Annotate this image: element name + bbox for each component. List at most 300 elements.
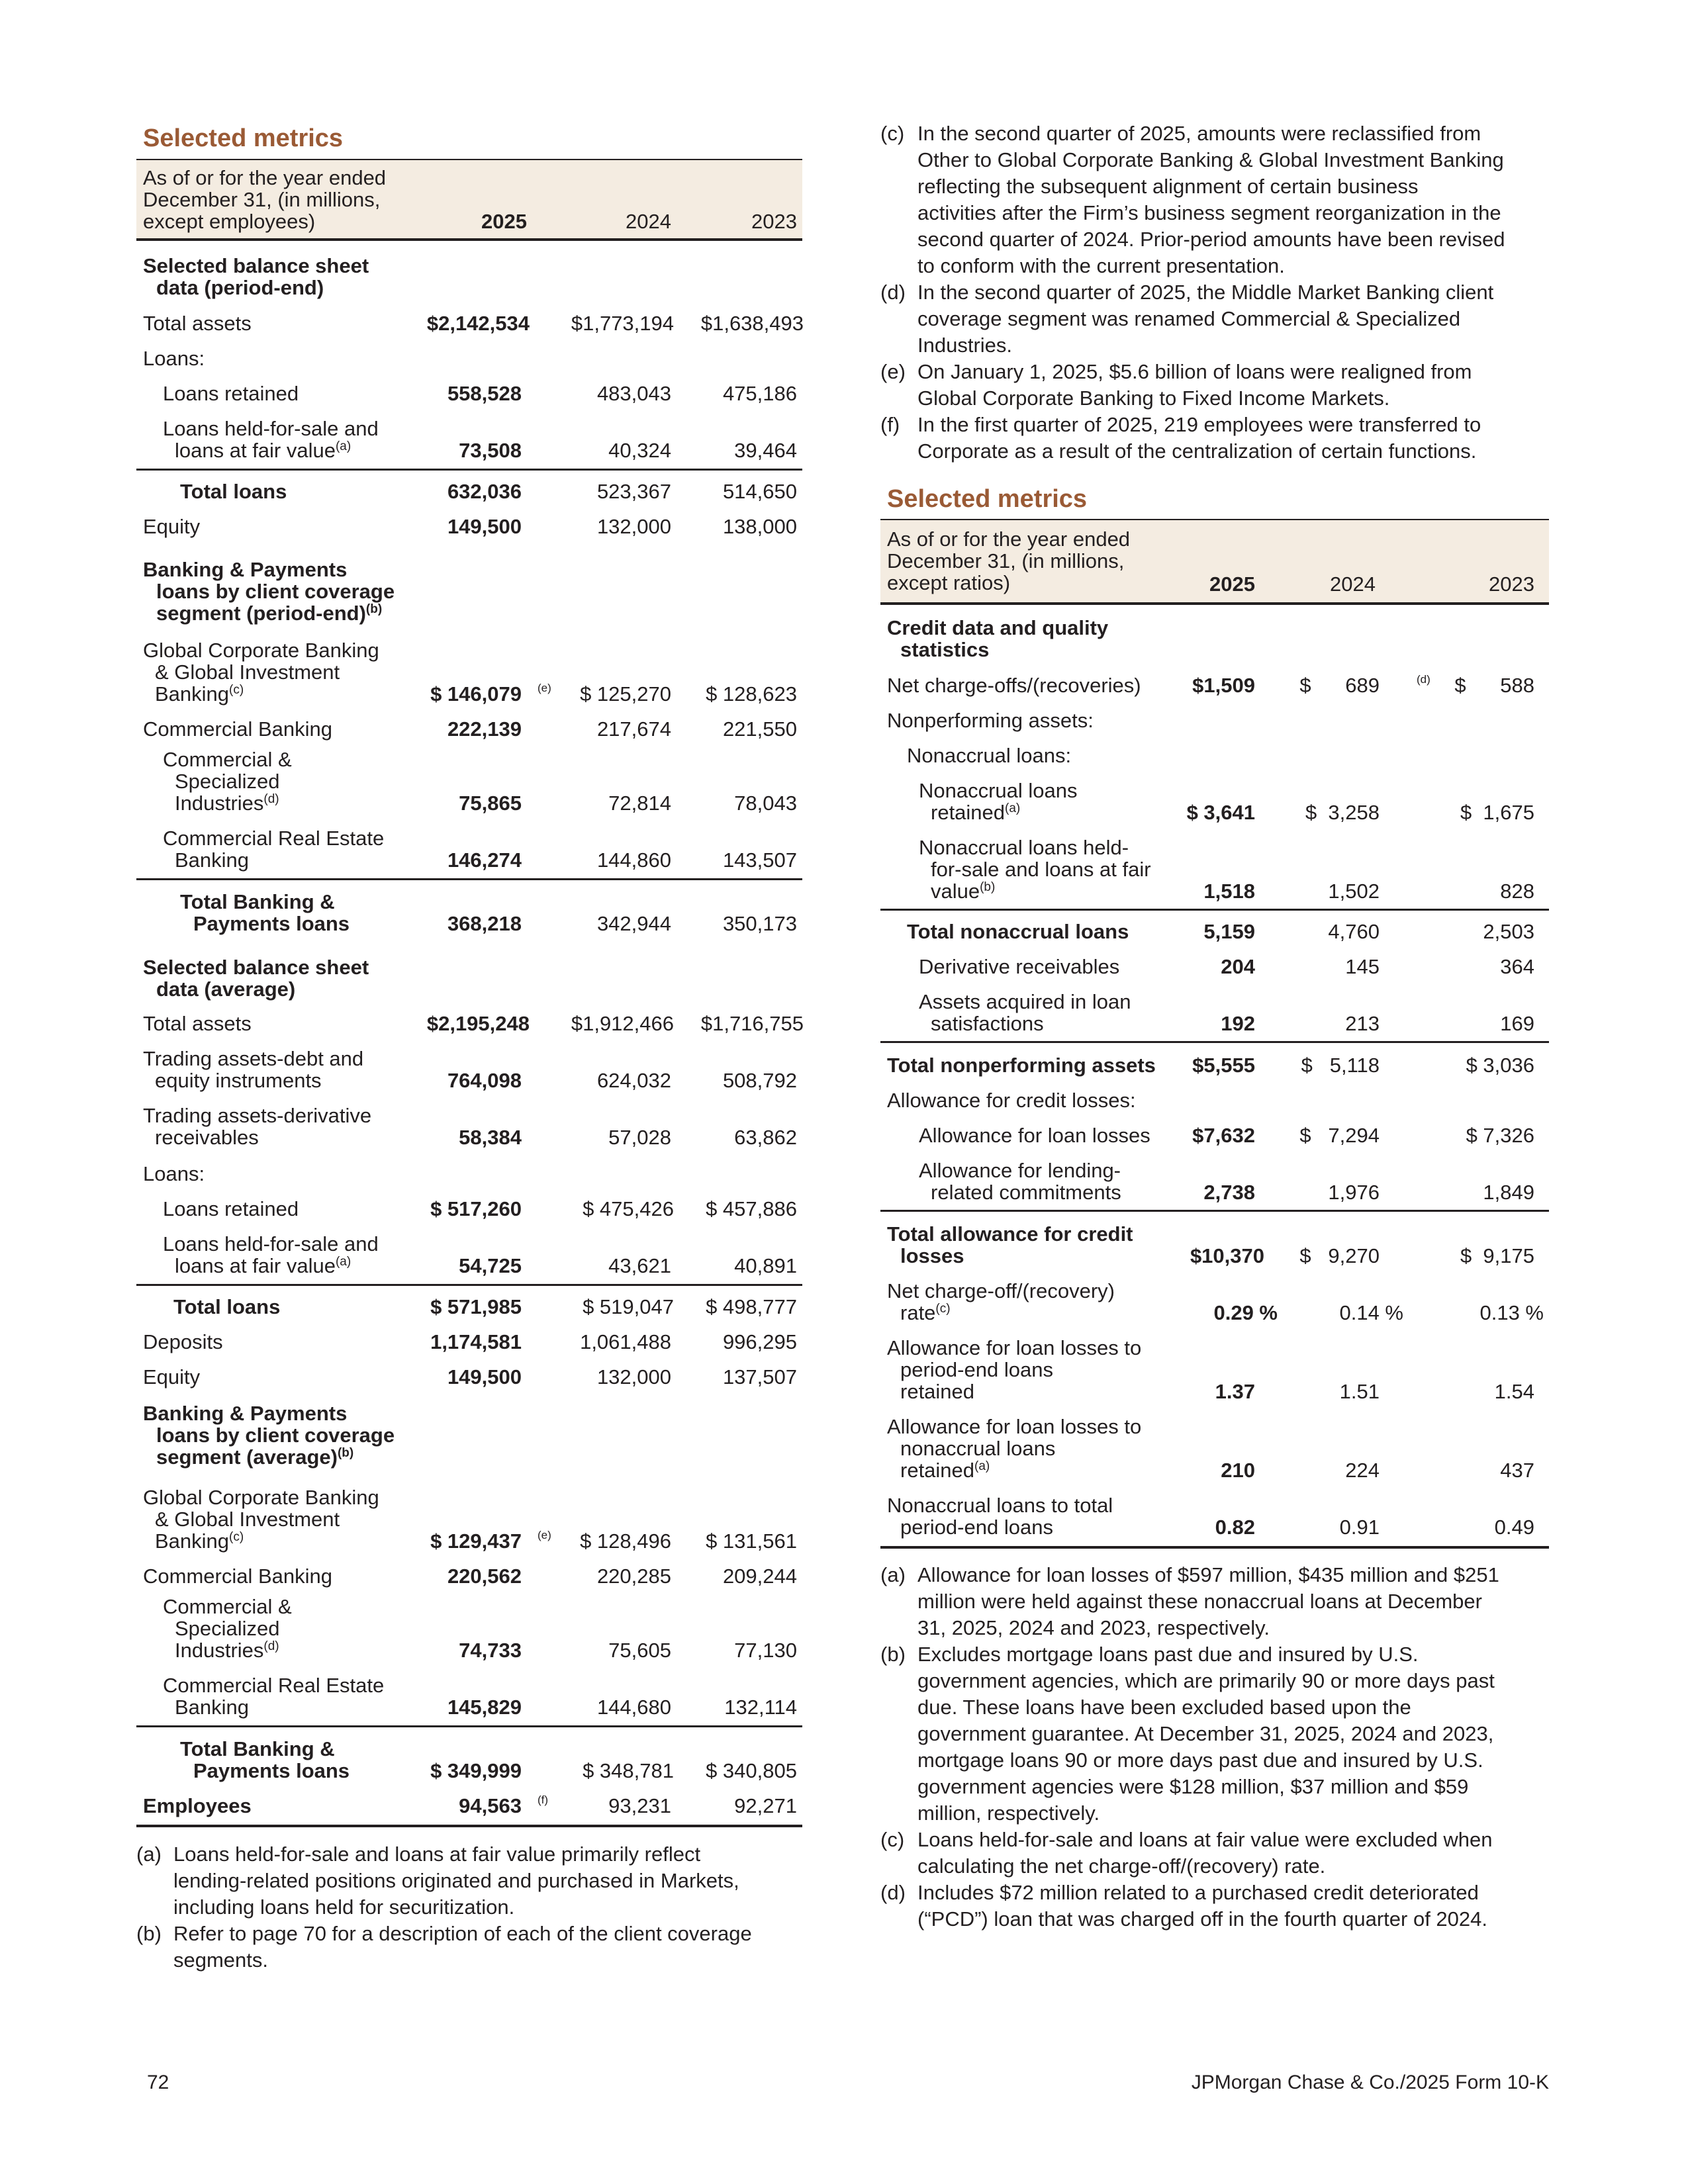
label-line: Industries (175, 1639, 264, 1662)
page-number: 72 (147, 2071, 169, 2093)
cell-2025: 1,518 (1203, 880, 1255, 903)
header-line: As of or for the year ended (143, 166, 387, 189)
cell-note: (e) (538, 682, 551, 694)
label-line: Commercial & (163, 1595, 292, 1618)
cell-2024: 144,860 (596, 848, 671, 872)
footnote-line: due. These loans have been excluded based upon the (917, 1696, 1411, 1719)
cell-2025: 75,865 (459, 792, 522, 815)
left-selected-metrics-title: Selected metrics (143, 124, 344, 152)
cell-2023: 437 (1500, 1459, 1534, 1482)
footnote-line: Allowance for loan losses of $597 million, $435 million and $251 (917, 1563, 1499, 1586)
cell-2024: 342,944 (596, 912, 671, 935)
footnote-tag: (c) (880, 1828, 905, 1851)
label-line: Trading assets-debt and (143, 1047, 364, 1070)
label-line: Total allowance for credit (887, 1222, 1133, 1246)
footnote-line: mortgage loans 90 or more days past due and insured by U.S. (917, 1749, 1483, 1772)
cell-2024: 483,043 (596, 382, 671, 405)
total-rule (880, 1210, 1549, 1212)
cell-2025: 5,159 (1203, 920, 1255, 943)
table-bottom-rule (880, 1546, 1549, 1549)
cell-2024: 1.51 (1339, 1380, 1380, 1403)
row-label: Total assets (143, 312, 252, 335)
row-label: Nonperforming assets: (887, 709, 1094, 732)
row-label (180, 1738, 350, 1782)
cell-2025: 0.29 % (1213, 1301, 1278, 1324)
right-header-year-2023: 2023 (1489, 572, 1534, 596)
cell-2025: 94,563 (459, 1794, 522, 1817)
row-label: Total loans (180, 480, 287, 503)
footnote-tag: (c) (880, 122, 905, 145)
label-line: Banking & Payments (143, 1402, 348, 1425)
footnote-b (136, 1921, 798, 1974)
label-line: loans at fair value (175, 439, 336, 462)
cell-2023: $1,716,755 (700, 1012, 804, 1035)
cell-2025: $7,632 (1192, 1124, 1255, 1147)
row-label: Total loans (173, 1295, 281, 1318)
right-header-label (887, 528, 1165, 594)
row-label (163, 1596, 292, 1661)
footnote-ref: (c) (229, 683, 244, 697)
footnote-ref: (a) (335, 439, 352, 453)
label-line: nonaccrual loans (900, 1437, 1056, 1460)
right-selected-metrics-title: Selected metrics (887, 485, 1088, 513)
footnote-a (880, 1562, 1556, 1641)
footnote-line: Refer to page 70 for a description of each of the client coverage (173, 1922, 752, 1945)
footnote-ref: (c) (229, 1530, 244, 1544)
footnote-line: lending-related positions originated and purchased in Markets, (173, 1869, 739, 1892)
row-label (143, 639, 379, 705)
label-line: Total Banking & (180, 1737, 335, 1760)
footnote-line: second quarter of 2024. Prior-period amounts have been revised (917, 228, 1505, 251)
footnote-d (880, 1880, 1556, 1933)
total-rule (136, 1725, 802, 1727)
footnote-tag: (d) (880, 1881, 906, 1904)
footnote-line: activities after the Firm’s business segment reorganization in the (917, 201, 1501, 224)
row-label: Derivative receivables (919, 955, 1120, 978)
cell-2023: $ 498,777 (706, 1295, 797, 1318)
cell-2023: $ 588 (1454, 674, 1534, 697)
cell-2023: $ 131,561 (706, 1529, 797, 1553)
cell-2024: 1,061,488 (580, 1330, 671, 1353)
label-line: Commercial Real Estate (163, 1674, 385, 1697)
row-label: Employees (143, 1794, 252, 1817)
cell-2024: 523,367 (596, 480, 671, 503)
cell-2025: 220,562 (447, 1565, 522, 1588)
row-label (887, 1337, 1141, 1402)
document-title: JPMorgan Chase & Co./2025 Form 10-K (1191, 2071, 1549, 2093)
row-label: Loans retained (163, 1197, 299, 1220)
row-label: Total nonaccrual loans (907, 920, 1129, 943)
cell-2024: 0.91 (1339, 1516, 1380, 1539)
cell-2023: 1,849 (1483, 1181, 1534, 1204)
label-line: period-end loans (900, 1358, 1053, 1381)
cell-2024: 4,760 (1328, 920, 1380, 943)
cell-2024: $ 7,294 (1299, 1124, 1380, 1147)
row-label: Allowance for loan losses (919, 1124, 1150, 1147)
cell-2025: $5,555 (1192, 1054, 1255, 1077)
table-bottom-rule (136, 1825, 802, 1827)
footnote-c (880, 1827, 1556, 1880)
label-line: equity instruments (155, 1069, 322, 1092)
label-line: satisfactions (931, 1012, 1044, 1035)
footnote-line: (“PCD”) loan that was charged off in the fourth quarter of 2024. (917, 1907, 1488, 1931)
cell-2024: $ 519,047 (583, 1295, 674, 1318)
total-rule (880, 1041, 1549, 1043)
cell-2025: 192 (1221, 1012, 1255, 1035)
label-line: value (931, 880, 980, 903)
cell-2023: 138,000 (722, 515, 797, 538)
cell-2024: 1,502 (1328, 880, 1380, 903)
cell-2025: 632,036 (447, 480, 522, 503)
label-line: & Global Investment (155, 660, 340, 684)
label-line: segment (period-end) (156, 602, 366, 625)
total-rule (136, 1284, 802, 1286)
footnote-line: 31, 2025, 2024 and 2023, respectively. (917, 1616, 1270, 1639)
cell-2024: 220,285 (596, 1565, 671, 1588)
row-label: Equity (143, 1365, 201, 1388)
label-line: Loans held-for-sale and (163, 417, 379, 440)
cell-2024: 43,621 (608, 1254, 671, 1277)
label-line: Global Corporate Banking (143, 639, 379, 662)
cell-2023: 169 (1500, 1012, 1534, 1035)
cell-2025: $10,370 (1190, 1244, 1264, 1267)
footnote-d (880, 279, 1556, 359)
cell-2025: 74,733 (459, 1639, 522, 1662)
footnote-line: million, respectively. (917, 1801, 1100, 1825)
header-line: except ratios) (887, 571, 1011, 594)
footnote-f (880, 412, 1556, 465)
label-line: loans at fair value (175, 1254, 336, 1277)
cell-2025: 558,528 (447, 382, 522, 405)
cell-2023: $ 9,175 (1460, 1244, 1534, 1267)
cell-2024: 57,028 (608, 1126, 671, 1149)
cell-2024: 145 (1345, 955, 1380, 978)
footnote-tag: (e) (880, 360, 906, 383)
label-line: Assets acquired in loan (919, 990, 1131, 1013)
row-label: Deposits (143, 1330, 223, 1353)
footnote-line: Loans held-for-sale and loans at fair value were excluded when (917, 1828, 1493, 1851)
footnote-line: In the second quarter of 2025, amounts were reclassified from (917, 122, 1481, 145)
footnote-ref: (a) (1005, 801, 1021, 815)
cell-2025: $ 349,999 (430, 1759, 522, 1782)
cell-2023: $ 1,675 (1460, 801, 1534, 824)
cell-2023: 996,295 (722, 1330, 797, 1353)
footnote-line: calculating the net charge-off/(recovery) rate. (917, 1854, 1326, 1878)
cell-2025: 1.37 (1215, 1380, 1255, 1403)
footnote-a (136, 1841, 798, 1921)
label-line: statistics (900, 638, 990, 661)
label-line: Commercial & (163, 748, 292, 771)
footnote-line: In the first quarter of 2025, 219 employees were transferred to (917, 413, 1481, 436)
cell-2023: 828 (1500, 880, 1534, 903)
cell-2024: 75,605 (608, 1639, 671, 1662)
row-label (163, 418, 379, 461)
cell-2025: 58,384 (459, 1126, 522, 1149)
label-line: Payments loans (193, 1759, 350, 1782)
header-line: except employees) (143, 210, 316, 233)
cell-2023: 39,464 (734, 439, 797, 462)
footnote-line: coverage segment was renamed Commercial & Specialized (917, 307, 1461, 330)
footnote-line: Other to Global Corporate Banking & Global Investment Banking (917, 148, 1504, 171)
cell-2024: $ 475,426 (583, 1197, 674, 1220)
footnote-line: reflecting the subsequent alignment of certain business (917, 175, 1419, 198)
left-header-year-2023: 2023 (751, 210, 797, 233)
label-line: Specialized (175, 770, 280, 793)
footnote-ref: (b) (980, 880, 996, 894)
footnote-line: to conform with the current presentation. (917, 254, 1285, 277)
cell-2024: 1,976 (1328, 1181, 1380, 1204)
cell-2023: $ 457,886 (706, 1197, 797, 1220)
label-line: Banking & Payments (143, 558, 348, 581)
footnote-line: Industries. (917, 334, 1013, 357)
cell-2023: 508,792 (722, 1069, 797, 1092)
row-label (180, 891, 350, 934)
row-label: Loans: (143, 1162, 205, 1185)
header-line: As of or for the year ended (887, 527, 1131, 551)
total-rule (136, 878, 802, 880)
cell-2025: $ 146,079 (430, 682, 522, 705)
cell-2025: $2,142,534 (426, 312, 530, 335)
cell-2024: 72,814 (608, 792, 671, 815)
cell-2025: 149,500 (447, 515, 522, 538)
label-line: Nonaccrual loans to total (887, 1494, 1113, 1517)
cell-2025: $1,509 (1192, 674, 1255, 697)
cell-2025: $ 517,260 (430, 1197, 522, 1220)
footnote-tag: (b) (136, 1922, 162, 1945)
footnote-tag: (a) (136, 1843, 162, 1866)
label-line: Commercial Real Estate (163, 827, 385, 850)
label-line: Banking (175, 1696, 250, 1719)
label-line: Banking (155, 1529, 230, 1553)
row-label (163, 1233, 379, 1277)
footnote-tag: (b) (880, 1643, 906, 1666)
row-label (143, 1105, 371, 1148)
footnote-b (880, 1641, 1556, 1827)
footnote-line: segments. (173, 1948, 269, 1972)
footnote-ref: (d) (263, 792, 279, 806)
label-line: Total Banking & (180, 890, 335, 913)
cell-2023: 209,244 (722, 1565, 797, 1588)
cell-2024: 132,000 (596, 1365, 671, 1388)
cell-2025: 73,508 (459, 439, 522, 462)
footnote-line: including loans held for securitization. (173, 1895, 515, 1919)
cell-2023: 0.49 (1494, 1516, 1534, 1539)
left-section-heading (143, 956, 369, 1000)
cell-2024: $ 689 (1299, 674, 1380, 697)
label-line: Allowance for loan losses to (887, 1336, 1142, 1359)
cell-2024: $ 3,258 (1305, 801, 1380, 824)
label-line: Global Corporate Banking (143, 1486, 379, 1509)
left-section-heading (143, 1402, 395, 1468)
label-line: rate (900, 1301, 936, 1324)
row-label: Total nonperforming assets (887, 1054, 1156, 1077)
footnote-c (880, 120, 1556, 279)
footnote-ref: (a) (974, 1459, 990, 1473)
label-line: period-end loans (900, 1516, 1053, 1539)
cell-2023: 350,173 (722, 912, 797, 935)
label-line: Allowance for lending- (919, 1159, 1121, 1182)
footnote-line: government agencies were $128 million, $37 million and $59 (917, 1775, 1469, 1798)
row-label (919, 837, 1151, 902)
row-label: Net charge-offs/(recoveries) (887, 674, 1141, 697)
row-label: Loans: (143, 347, 205, 370)
cell-2025: 145,829 (447, 1696, 522, 1719)
label-line: Payments loans (193, 912, 350, 935)
cell-note: (d) (1417, 673, 1430, 686)
cell-2023: 137,507 (722, 1365, 797, 1388)
label-line: receivables (155, 1126, 259, 1149)
right-section-heading (887, 617, 1108, 660)
left-header-label (143, 167, 421, 232)
footnote-line: Corporate as a result of the centralization of certain functions. (917, 439, 1477, 463)
label-line: segment (average) (156, 1445, 338, 1469)
cell-2025: $2,195,248 (426, 1012, 530, 1035)
label-line: Nonaccrual loans held- (919, 836, 1129, 859)
cell-2025: 149,500 (447, 1365, 522, 1388)
cell-2023: 2,503 (1483, 920, 1534, 943)
footnote-line: Global Corporate Banking to Fixed Income Markets. (917, 387, 1390, 410)
label-line: retained (931, 801, 1006, 824)
footnote-tag: (d) (880, 281, 906, 304)
cell-2023: $ 128,623 (706, 682, 797, 705)
total-rule (136, 469, 802, 471)
footnote-line: government agencies, which are primarily 90 or more days past (917, 1669, 1495, 1692)
row-label (887, 1494, 1113, 1538)
row-label (163, 1674, 384, 1718)
row-label (887, 1223, 1133, 1267)
row-label: Nonaccrual loans: (907, 744, 1072, 767)
cell-2024: $ 5,118 (1301, 1054, 1380, 1077)
cell-2023: 364 (1500, 955, 1534, 978)
cell-2023: 40,891 (734, 1254, 797, 1277)
label-line: Banking (175, 848, 250, 872)
footnote-ref: (b) (337, 1446, 354, 1460)
footnote-e (880, 359, 1556, 412)
cell-2024: 40,324 (608, 439, 671, 462)
cell-2024: 217,674 (596, 717, 671, 741)
left-header-year-2025: 2025 (481, 210, 527, 233)
cell-2024: 213 (1345, 1012, 1380, 1035)
left-section-heading (143, 559, 395, 624)
label-line: Industries (175, 792, 264, 815)
cell-2023: $ 340,805 (706, 1759, 797, 1782)
cell-2024: $1,912,466 (571, 1012, 674, 1035)
label-line: loans by client coverage (156, 580, 395, 603)
label-line: Credit data and quality (887, 616, 1109, 639)
cell-2025: 764,098 (447, 1069, 522, 1092)
footnote-ref: (b) (365, 602, 383, 616)
cell-2023: 78,043 (734, 792, 797, 815)
row-label: Loans retained (163, 382, 299, 405)
cell-2025: 0.82 (1215, 1516, 1255, 1539)
cell-2024: $ 348,781 (583, 1759, 674, 1782)
cell-2025: $ 129,437 (430, 1529, 522, 1553)
header-line: December 31, (in millions, (887, 549, 1125, 572)
cell-2025: 146,274 (447, 848, 522, 872)
cell-2023: $ 3,036 (1466, 1054, 1534, 1077)
row-label (163, 749, 292, 814)
cell-2025: 204 (1221, 955, 1255, 978)
cell-2025: 368,218 (447, 912, 522, 935)
cell-2025: 222,139 (447, 717, 522, 741)
cell-2024: 132,000 (596, 515, 671, 538)
cell-2025: 54,725 (459, 1254, 522, 1277)
footnote-ref: (c) (935, 1302, 951, 1316)
header-line: December 31, (in millions, (143, 188, 381, 211)
cell-2023: 1.54 (1494, 1380, 1534, 1403)
footnote-line: Includes $72 million related to a purchased credit deteriorated (917, 1881, 1479, 1904)
label-line: data (average) (156, 978, 296, 1001)
footnote-line: million were held against these nonaccrual loans at December (917, 1590, 1482, 1613)
label-line: Net charge-off/(recovery) (887, 1279, 1115, 1302)
cell-2025: $ 571,985 (430, 1295, 522, 1318)
row-label (919, 1160, 1121, 1203)
cell-2023: 221,550 (722, 717, 797, 741)
footnote-tag: (f) (880, 413, 900, 436)
label-line: Nonaccrual loans (919, 779, 1078, 802)
cell-2023: 132,114 (724, 1696, 797, 1719)
row-label: Allowance for credit losses: (887, 1089, 1136, 1112)
label-line: Selected balance sheet (143, 254, 369, 277)
row-label (919, 780, 1078, 823)
label-line: Loans held-for-sale and (163, 1232, 379, 1255)
label-line: related commitments (931, 1181, 1121, 1204)
label-line: losses (900, 1244, 964, 1267)
label-line: Trading assets-derivative (143, 1104, 372, 1127)
label-line: Banking (155, 682, 230, 705)
cell-2025: 1,174,581 (430, 1330, 522, 1353)
cell-2024: $ 128,496 (580, 1529, 671, 1553)
cell-2024: 0.14 % (1339, 1301, 1403, 1324)
cell-2023: 475,186 (722, 382, 797, 405)
cell-2024: 93,231 (608, 1794, 671, 1817)
label-line: retained (900, 1459, 975, 1482)
row-label (163, 827, 384, 871)
cell-2024: $ 9,270 (1299, 1244, 1380, 1267)
cell-2023: $ 7,326 (1466, 1124, 1534, 1147)
right-header-year-2024: 2024 (1330, 572, 1376, 596)
row-label: Commercial Banking (143, 717, 332, 741)
cell-2023: 143,507 (722, 848, 797, 872)
cell-2023: $1,638,493 (700, 312, 804, 335)
row-label (887, 1280, 1115, 1324)
footnote-line: government guarantee. At December 31, 2025, 2024 and 2023, (917, 1722, 1494, 1745)
label-line: & Global Investment (155, 1508, 340, 1531)
label-line: for-sale and loans at fair (931, 858, 1151, 881)
label-line: Selected balance sheet (143, 956, 369, 979)
label-line: Allowance for loan losses to (887, 1415, 1142, 1438)
row-label: Equity (143, 515, 201, 538)
cell-2024: 224 (1345, 1459, 1380, 1482)
cell-2023: 92,271 (734, 1794, 797, 1817)
label-line: retained (900, 1380, 975, 1403)
cell-2023: 0.13 % (1479, 1301, 1544, 1324)
right-header-year-2025: 2025 (1209, 572, 1255, 596)
row-label (887, 1416, 1141, 1481)
total-rule (880, 909, 1549, 911)
left-header-year-2024: 2024 (626, 210, 671, 233)
row-label: Commercial Banking (143, 1565, 332, 1588)
cell-2025: 2,738 (1203, 1181, 1255, 1204)
cell-2024: 624,032 (596, 1069, 671, 1092)
footnote-ref: (a) (335, 1255, 352, 1269)
footnote-ref: (d) (263, 1639, 279, 1653)
label-line: loans by client coverage (156, 1424, 395, 1447)
cell-2023: 514,650 (722, 480, 797, 503)
left-section-heading (143, 255, 369, 298)
row-label (143, 1486, 379, 1552)
label-line: data (period-end) (156, 276, 324, 299)
